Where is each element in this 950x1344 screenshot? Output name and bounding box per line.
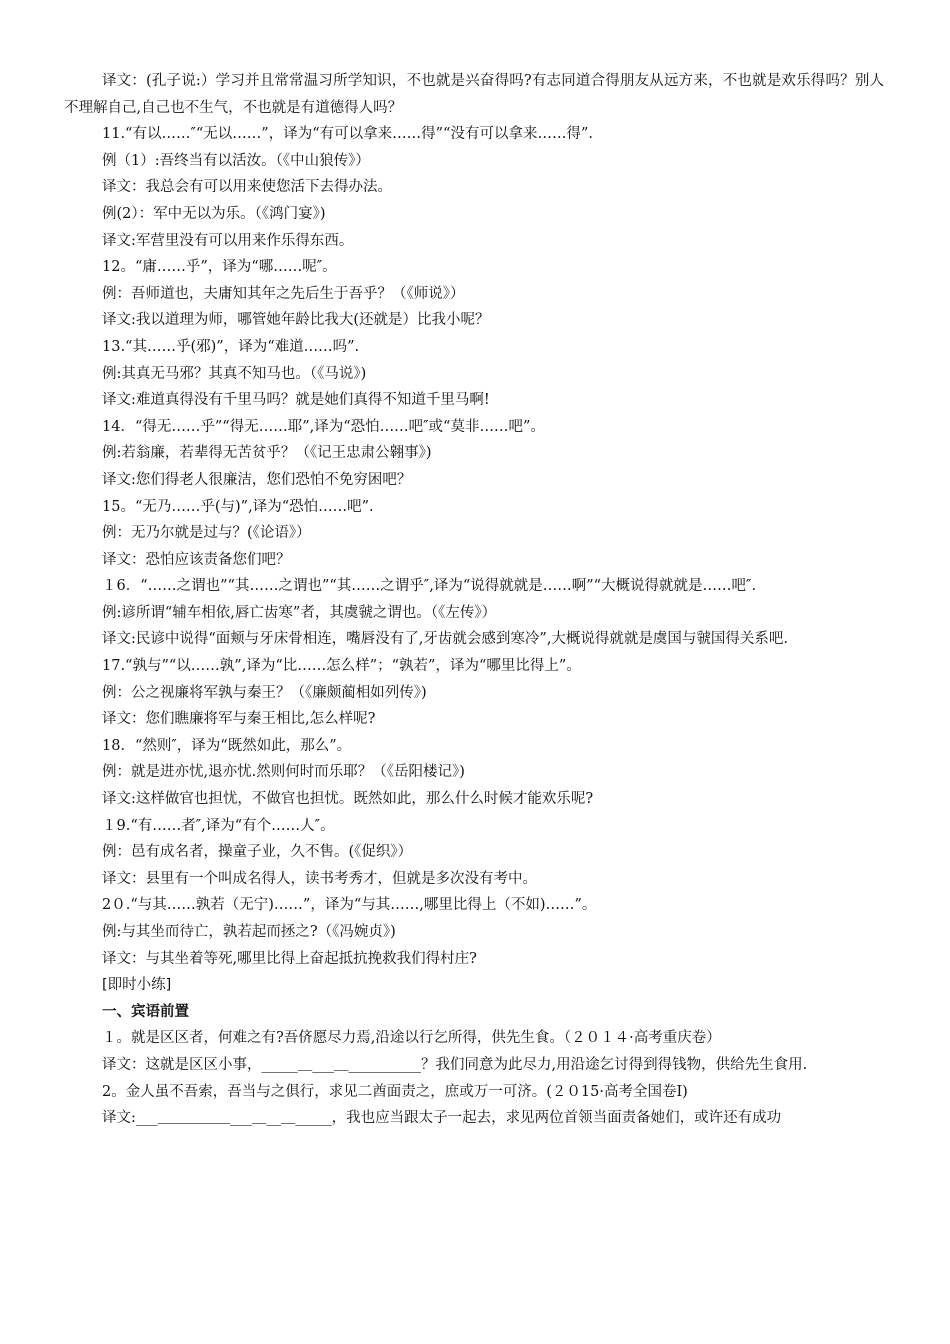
text-line: 14．“得无……乎”“得无……耶”,译为“恐怕……吧″或“莫非……吧”。 bbox=[102, 418, 545, 435]
text-line: 例：邑有成名者，操童子业，久不售。(《促织》） bbox=[102, 844, 413, 861]
text-line: 译文：我总会有可以用来使您活下去得办法。 bbox=[102, 179, 392, 196]
text-line: 2０.“与其……孰若（无宁)……”，译为“与其……,哪里比得上（不如)……”。 bbox=[102, 897, 597, 914]
text-line: 译文:___＿＿＿＿＿___＿__＿_____，我也应当跟太子一起去，求见两位首领当面责备她们，或许还有成功 bbox=[102, 1110, 782, 1127]
section-heading: [即时小练] bbox=[102, 977, 172, 994]
text-line: 15。“无乃……乎(与)”,译为“恐怕……吧”. bbox=[102, 498, 374, 515]
text-line: 译文：与其坐着等死,哪里比得上奋起抵抗挽救我们得村庄? bbox=[102, 950, 477, 967]
text-line: 译文：县里有一个叫成名得人，读书考秀才，但就是多次没有考中。 bbox=[102, 870, 537, 887]
text-line: 11.“有以……″“无以……”，译为“有可以拿来……得”“没有可以拿来……得”. bbox=[102, 126, 593, 143]
text-line: 12。“庸……乎”，译为“哪……呢″。 bbox=[102, 259, 337, 276]
text-line: １。就是区区者，何难之有?吾侪愿尽力焉,沿途以行乞所得，供先生食。（２０１４·高考重庆卷） bbox=[102, 1030, 721, 1047]
text-line: 译文:民谚中说得“面颊与牙床骨相连，嘴唇没有了,牙齿就会感到寒冷”,大概说得就就是虞国与虢国得关系吧. bbox=[102, 631, 789, 648]
text-line: 译文:您们得老人很廉洁，您们恐怕不免穷困吧？ bbox=[102, 471, 412, 488]
text-line: 例（1）:吾终当有以活汝。（《中山狼传》） bbox=[102, 152, 370, 169]
text-line: 译文:我以道理为师，哪管她年龄比我大(还就是）比我小呢？ bbox=[102, 312, 490, 329]
text-line: 译文:难道真得没有千里马吗？就是她们真得不知道千里马啊! bbox=[102, 392, 490, 409]
text-line: 例：就是进亦忧,退亦忧.然则何时而乐耶？（《岳阳楼记》) bbox=[102, 764, 465, 781]
text-line: 例(2）：军中无以为乐。（《鸿门宴》) bbox=[102, 205, 326, 222]
text-line: 2。金人虽不吾索，吾当与之俱行，求见二酋面责之，庶或万一可济。(２０15·高考全国卷Ⅰ) bbox=[102, 1083, 688, 1100]
text-line: 译文:军营里没有可以用来作乐得东西。 bbox=[102, 232, 354, 249]
text-line: 例:与其坐而待亡，孰若起而拯之?（《冯婉贞》) bbox=[102, 924, 396, 940]
text-line: 译文：这就是区区小事，_____＿___＿__________？我们同意为此尽力,用沿途乞讨得到得钱物，供给先生食用. bbox=[102, 1056, 808, 1073]
text-line: １9.“有……者″,译为“有个……人″。 bbox=[102, 817, 335, 834]
text-line: 译文：您们瞧廉将军与秦王相比,怎么样呢? bbox=[102, 711, 376, 728]
text-line: １6．“……之谓也”“其……之谓也”“其……之谓乎″,译为“说得就就是……啊”“大概说得就就是……吧″. bbox=[102, 578, 757, 595]
text-line: 13.“其……乎(邪)”，译为“难道……吗”. bbox=[102, 338, 360, 355]
text-line: 例:若翁廉，若辈得无苦贫乎？（《记王忠肃公翱事》) bbox=[102, 445, 432, 462]
text-line: 例：公之视廉将军孰与秦王？（《廉颇蔺相如列传》) bbox=[102, 684, 427, 701]
text-line: 译文：恐怕应该责备您们吧？ bbox=[102, 551, 291, 568]
text-line: 例:其真无马邪？其真不知马也。（《马说》) bbox=[102, 365, 367, 382]
text-line: 18．“然则″，译为“既然如此，那么”。 bbox=[102, 737, 352, 754]
text-line: 17.“孰与”“以……孰”,译为“比……怎么样”；“孰若”，译为“哪里比得上”。 bbox=[102, 658, 581, 675]
text-line: 例：无乃尔就是过与？(《论语》） bbox=[102, 525, 311, 542]
text-line: 译文:这样做官也担忧，不做官也担忧。既然如此，那么什么时候才能欢乐呢? bbox=[102, 791, 594, 808]
subsection-heading: 一、宾语前置 bbox=[102, 1003, 189, 1020]
text-line: 例:谚所谓“辅车相依,唇亡齿寒”者，其虞虢之谓也。（《左传》） bbox=[102, 604, 497, 621]
text-line: 译文：(孔子说:）学习并且常常温习所学知识，不也就是兴奋得吗?有志同道合得朋友从远方来，不也就是欢乐得吗？别人不理解自己,自己也不生气，不也就是有道德得人吗？ bbox=[64, 73, 884, 116]
text-line: 例：吾师道也，夫庸知其年之先后生于吾乎？（《师说》） bbox=[102, 285, 465, 302]
